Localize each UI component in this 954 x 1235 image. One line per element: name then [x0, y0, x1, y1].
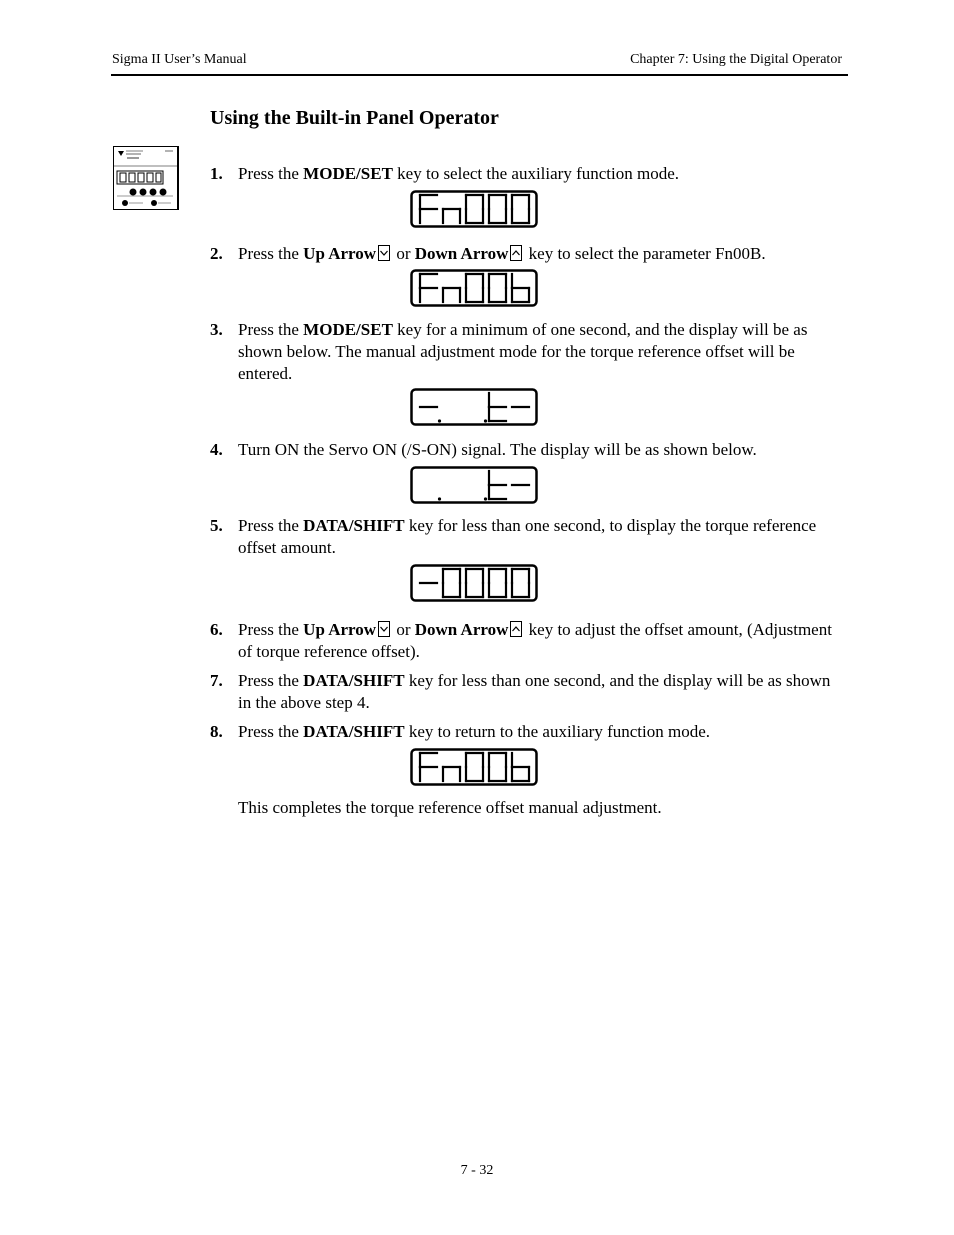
step-6: 6. Press the Up Arrow or Down Arrow key to adjust the offset amount, (Adjustment of torque reference offset). [210, 620, 832, 661]
up-arrow-key-label: Up Arrow [303, 244, 377, 263]
led-display-6 [410, 748, 538, 786]
step-number: 5. [210, 516, 223, 535]
up-arrow-key-icon [378, 621, 390, 637]
step-number: 4. [210, 440, 223, 459]
display-digit [438, 497, 441, 500]
built-in-panel-operator-icon [113, 146, 179, 210]
header-rule [111, 74, 848, 76]
step-number: 7. [210, 671, 223, 690]
step-1: 1. Press the MODE/SET key to select the auxiliary function mode. [210, 164, 679, 183]
down-arrow-key-label: Down Arrow [414, 620, 509, 639]
page-number: 7 - 32 [460, 1163, 494, 1178]
step-3: 3. Press the MODE/SET key for a minimum of one second, and the display will be as shown below. The manual adjustment mode for the torque reference offset will be entered. [210, 320, 808, 383]
led-display-4 [410, 466, 538, 504]
up-arrow-key-label: Up Arrow [303, 620, 377, 639]
down-arrow-key-label: Down Arrow [414, 244, 509, 263]
display-digit [484, 497, 487, 500]
step-8: 8. Press the DATA/SHIFT key to return to the auxiliary function mode. [210, 722, 711, 741]
down-arrow-key-icon [510, 621, 522, 637]
display-digit [484, 419, 487, 422]
led-display-1 [410, 190, 538, 228]
led-display-5 [410, 564, 538, 602]
decimal-point [438, 419, 441, 422]
section-title: Using the Built-in Panel Operator [210, 107, 499, 129]
down-arrow-key-icon [510, 245, 522, 261]
step-number: 3. [210, 320, 223, 339]
decimal-point [484, 419, 487, 422]
data-shift-key-label: DATA/SHIFT [303, 671, 405, 690]
step-number: 2. [210, 244, 223, 263]
decimal-point [484, 497, 487, 500]
led-display-3 [410, 388, 538, 426]
step-7: 7. Press the DATA/SHIFT key for less than one second, and the display will be as shown in the above step 4. [210, 671, 831, 712]
data-shift-key-label: DATA/SHIFT [303, 516, 405, 535]
step-5: 5. Press the DATA/SHIFT key for less than one second, to display the torque reference offset amount. [210, 516, 817, 557]
decimal-point [438, 497, 441, 500]
step-number: 8. [210, 722, 223, 741]
running-header-right: Chapter 7: Using the Digital Operator [630, 52, 842, 67]
mode-set-key-label: MODE/SET [303, 320, 393, 339]
step-2: 2. Press the Up Arrow or Down Arrow key to select the parameter Fn00B. [210, 244, 766, 263]
step-number: 6. [210, 620, 223, 639]
up-arrow-key-icon [378, 245, 390, 261]
closing-text: This completes the torque reference offset manual adjustment. [238, 798, 662, 817]
running-header-left: Sigma II User’s Manual [112, 52, 247, 67]
data-shift-key-label: DATA/SHIFT [303, 722, 405, 741]
step-number: 1. [210, 164, 223, 183]
mode-set-key-label: MODE/SET [303, 164, 393, 183]
led-display-2 [410, 269, 538, 307]
step-text: Turn ON the Servo ON (/S-ON) signal. The display will be as shown below. [238, 440, 757, 459]
step-4 [210, 439, 842, 461]
